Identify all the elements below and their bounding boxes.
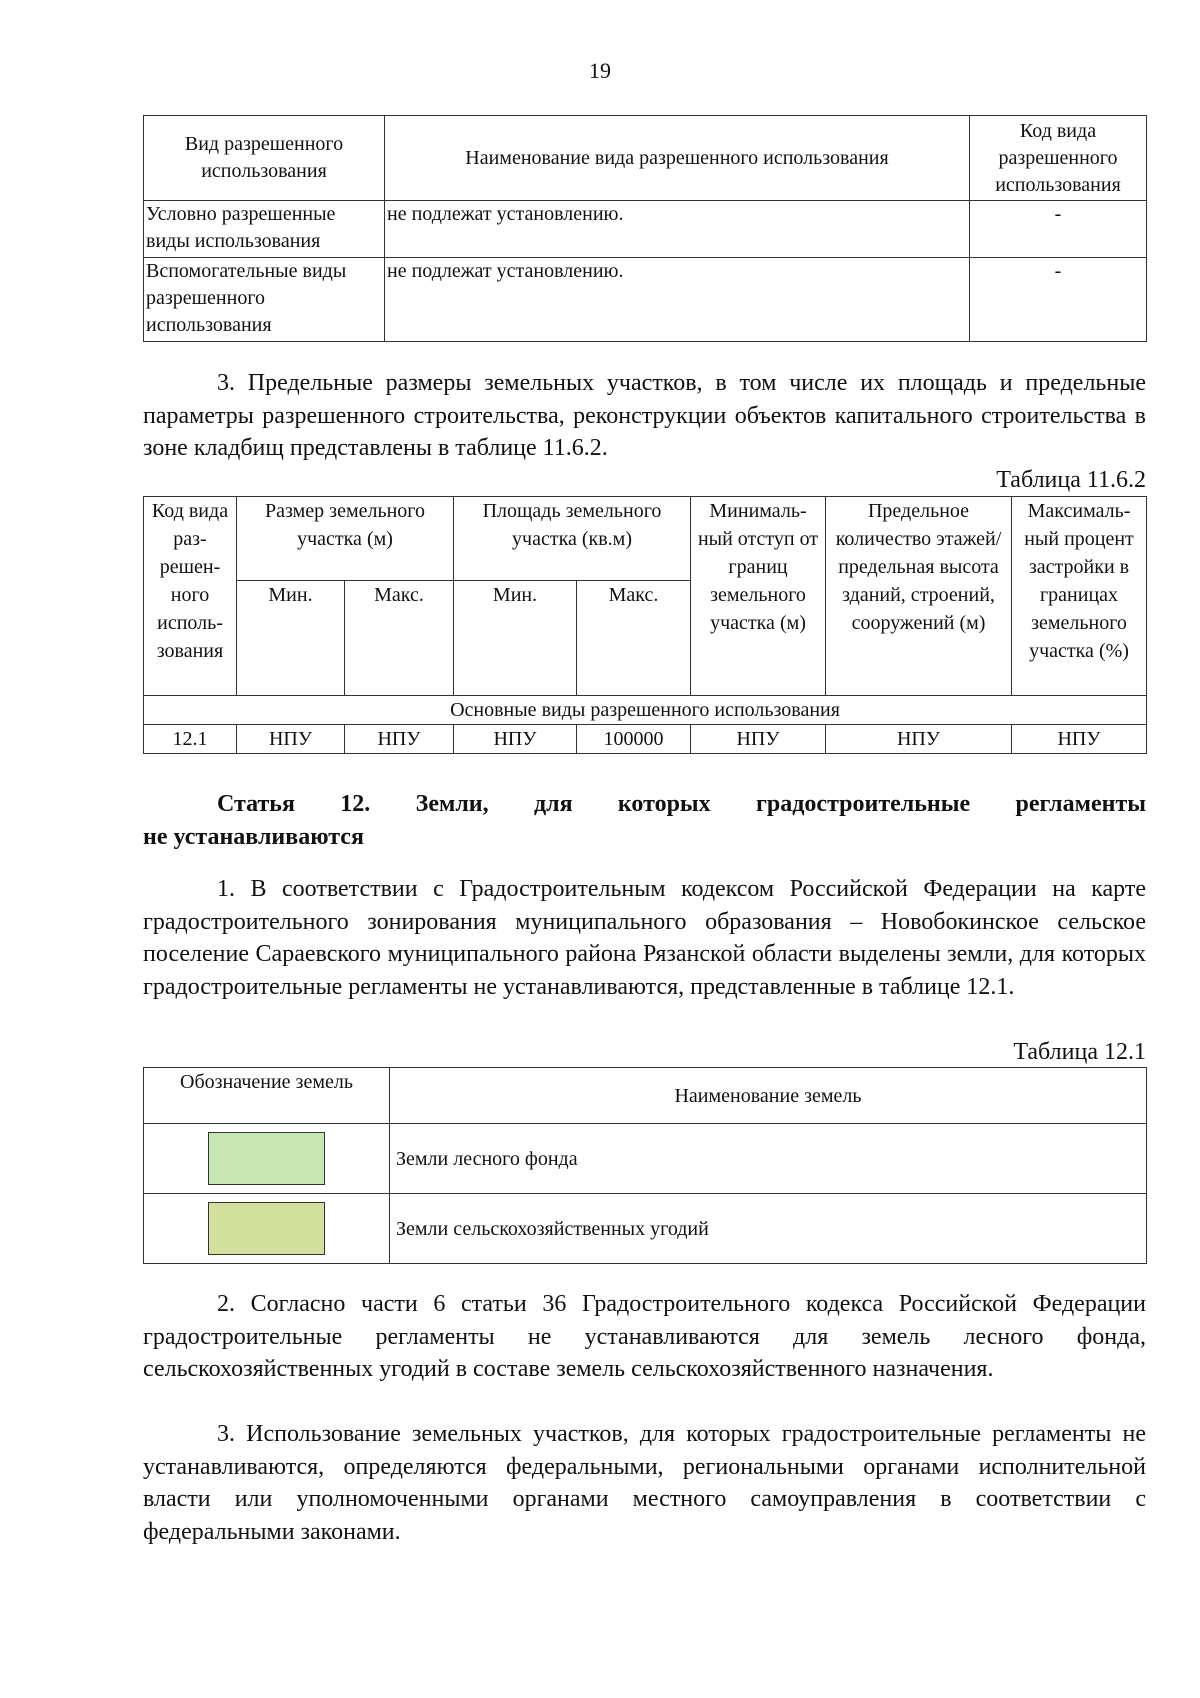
- table-row: [144, 725, 1147, 754]
- use-code-cell: -: [970, 258, 1147, 342]
- use-name-cell: не подлежат установлению.: [385, 201, 970, 258]
- table-cell: НПУ: [237, 725, 345, 754]
- use-name-cell: не подлежат установлению.: [385, 258, 970, 342]
- table-caption: Таблица 11.6.2: [996, 467, 1146, 493]
- lands-table: [143, 1067, 1146, 1264]
- land-name-cell: Земли лесного фонда: [390, 1124, 1147, 1194]
- header-max: Макс.: [345, 581, 454, 696]
- use-code-cell: -: [970, 201, 1147, 258]
- paragraph-text: 3. Предельные размеры земельных участков, в том числе их площадь и предельные параметры разрешенного строительства, реконструкции объектов капитального строительства в зоне кладбищ представлены в таблице 11.6.2.: [143, 370, 1146, 461]
- paragraph-text: 1. В соответствии с Градостроительным кодексом Российской Федерации на карте градостроительного зонирования муниципального образования – Новобокинское сельское поселение Сараевского муниципального района Рязанской области выделены земли, для которых градостроительные регламенты не устанавливаются, представленные в таблице 12.1.: [143, 876, 1146, 1000]
- table-header-row: [144, 1068, 1147, 1124]
- header-max: Макс.: [577, 581, 691, 696]
- table-cell: НПУ: [691, 725, 826, 754]
- table-cell: НПУ: [1012, 725, 1147, 754]
- symbol-cell: [144, 1124, 390, 1194]
- section-title: Основные виды разрешенного использования: [144, 696, 1147, 725]
- header-cell: Наименование вида разрешенного использования: [385, 116, 970, 201]
- header-min: Мин.: [454, 581, 577, 696]
- land-name-cell: Земли сельскохозяйственных угодий: [390, 1194, 1147, 1264]
- header-symbol: Обозначение земель: [144, 1068, 390, 1124]
- article-12-heading: [143, 788, 1146, 853]
- header-min: Мин.: [237, 581, 345, 696]
- article-title-line-2: не устанавливаются: [143, 823, 364, 850]
- header-setback: Минималь- ный отступ от границ земельного участка (м): [691, 497, 826, 696]
- paragraph-text: 2. Согласно части 6 статьи 36 Градостроительного кодекса Российской Федерации градостроительные регламенты не устанавливаются для земель лесного фонда, сельскохозяйственных угодий в составе земель сельскохозяйственного назначения.: [143, 1291, 1146, 1382]
- header-percent: Максималь- ный процент застройки в границах земельного участка (%): [1012, 497, 1147, 696]
- table-row: [144, 1124, 1147, 1194]
- table-cell: НПУ: [454, 725, 577, 754]
- page-number: 19: [589, 58, 611, 83]
- header-area: Площадь земельного участка (кв.м): [454, 497, 691, 581]
- table-cell: 100000: [577, 725, 691, 754]
- header-name: Наименование земель: [390, 1068, 1147, 1124]
- header-cell: Вид разрешенного использования: [144, 116, 385, 201]
- symbol-cell: [144, 1194, 390, 1264]
- use-type-cell: Вспомогательные виды разрешенного использования: [144, 258, 385, 342]
- article-paragraph-2: [143, 1288, 1146, 1386]
- table-row: [144, 201, 1147, 258]
- header-floors: Предельное количество этажей/ предельная высота зданий, строений, сооружений (м): [826, 497, 1012, 696]
- table-11-6-2-caption: [143, 465, 1146, 495]
- paragraph-3: [143, 367, 1146, 465]
- agricultural-land-swatch: [208, 1202, 325, 1255]
- header-code: Код вида раз- решен- ного исполь- зования: [144, 497, 237, 696]
- table-row: [144, 1194, 1147, 1264]
- forest-fund-swatch: [208, 1132, 325, 1185]
- article-title-line-1: Статья 12. Земли, для которых градостроительные регламенты: [217, 791, 1146, 817]
- paragraph-text: 3. Использование земельных участков, для которых градостроительные регламенты не устанавливаются, определяются федеральными, региональными органами исполнительной власти или уполномоченными органами местного самоуправления в соответствии с федеральными законами.: [143, 1421, 1146, 1545]
- article-paragraph-1: [143, 873, 1146, 1003]
- header-size: Размер земельного участка (м): [237, 497, 454, 581]
- table-header-row: [144, 116, 1147, 201]
- table-12-1-caption: [143, 1037, 1146, 1067]
- article-paragraph-3: [143, 1418, 1146, 1548]
- table-row: [144, 258, 1147, 342]
- permitted-use-table: [143, 115, 1146, 342]
- table-caption: Таблица 12.1: [1013, 1039, 1146, 1065]
- use-type-cell: Условно разрешенные виды использования: [144, 201, 385, 258]
- table-header-row: [144, 497, 1147, 581]
- table-cell: 12.1: [144, 725, 237, 754]
- table-cell: НПУ: [345, 725, 454, 754]
- table-cell: НПУ: [826, 725, 1012, 754]
- header-cell: Код вида разрешенного использования: [970, 116, 1147, 201]
- section-row: [144, 696, 1147, 725]
- parameters-table: [143, 496, 1146, 754]
